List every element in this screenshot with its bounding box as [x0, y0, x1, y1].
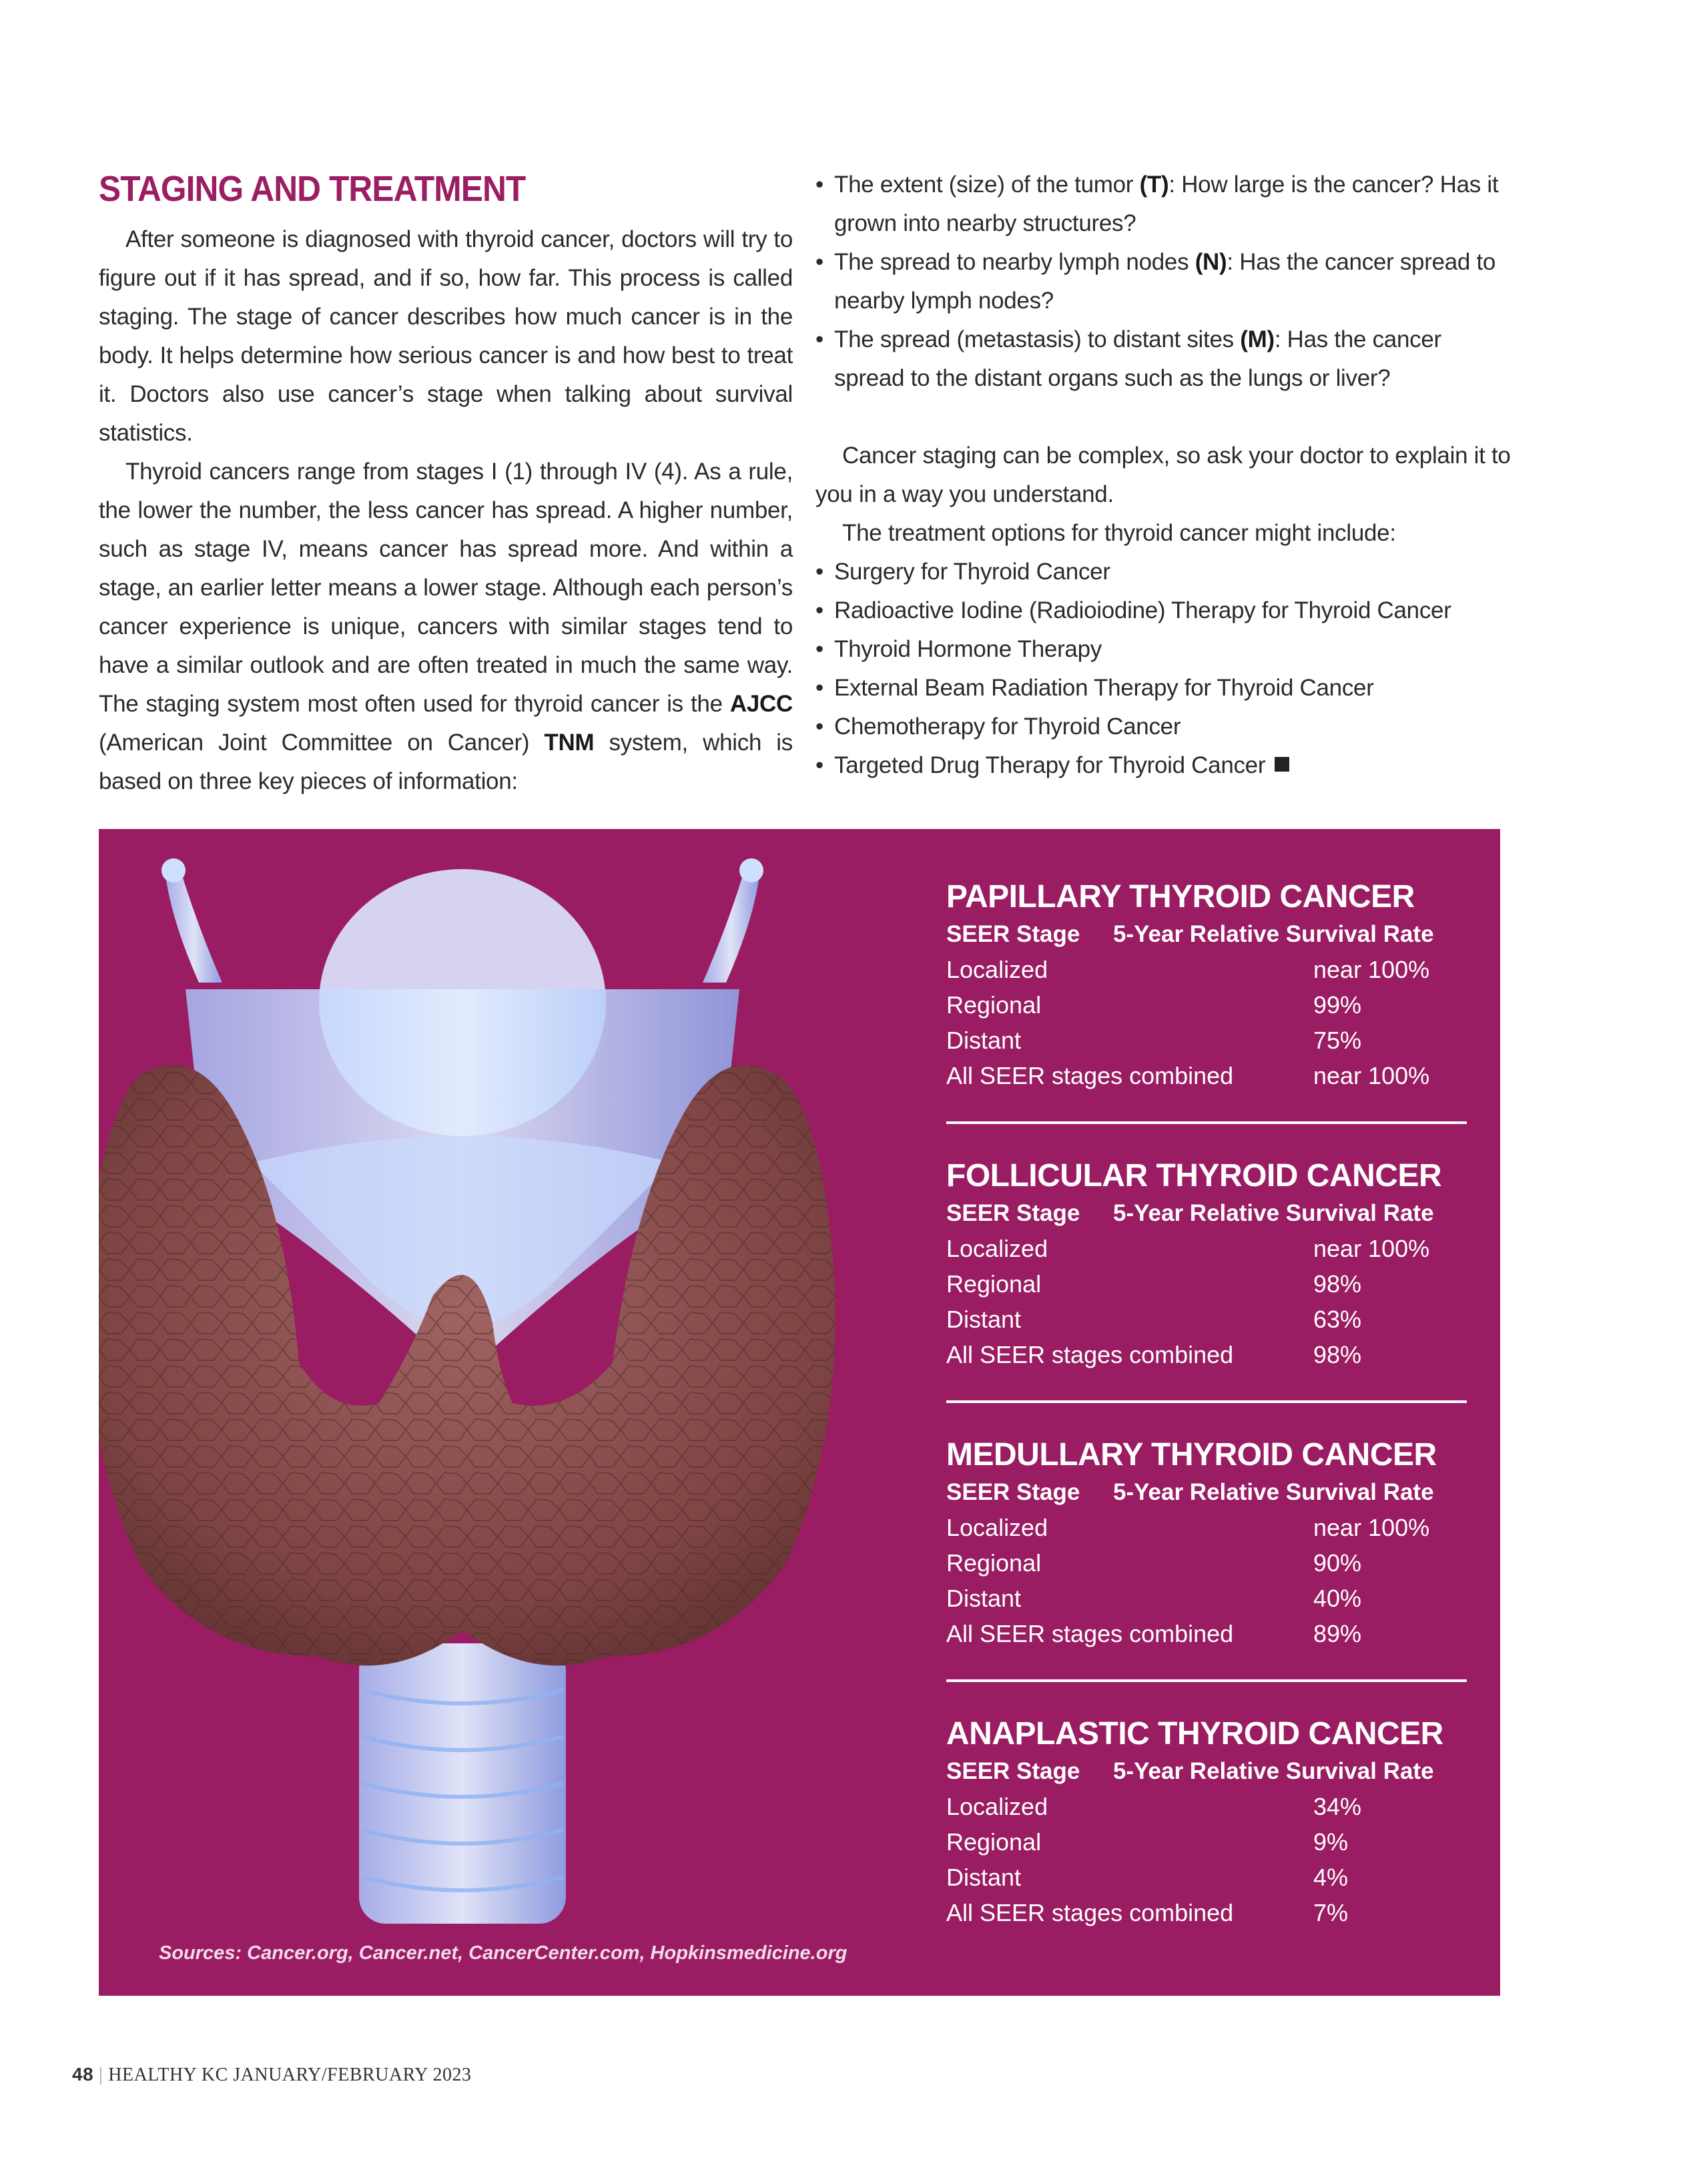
- table-header: [946, 1475, 1467, 1510]
- divider: [946, 1679, 1467, 1682]
- cell-rate: near 100%: [1313, 1514, 1430, 1541]
- p2-text-b: (American Joint Committee on Cancer): [99, 730, 545, 756]
- header-rate: 5-Year Relative Survival Rate: [1113, 1758, 1434, 1784]
- divider: [946, 1400, 1467, 1403]
- list-item: [815, 669, 1516, 708]
- cell-rate: 75%: [1313, 1027, 1362, 1054]
- cell-rate: 34%: [1313, 1793, 1362, 1820]
- list-item: [815, 166, 1516, 243]
- table-row: [946, 952, 1467, 987]
- cell-stage: Localized: [946, 956, 1048, 983]
- footer-divider: |: [99, 2065, 103, 2085]
- header-rate: 5-Year Relative Survival Rate: [1113, 1200, 1434, 1226]
- cell-stage: All SEER stages combined: [946, 1062, 1234, 1089]
- cell-rate: near 100%: [1313, 1062, 1430, 1089]
- cell-rate: 63%: [1313, 1306, 1362, 1333]
- cell-rate: near 100%: [1313, 1235, 1430, 1262]
- treatment-text: Targeted Drug Therapy for Thyroid Cancer: [834, 752, 1266, 778]
- cell-stage: Regional: [946, 991, 1042, 1019]
- cell-stage: Localized: [946, 1793, 1048, 1820]
- table-row: [946, 1023, 1467, 1058]
- cell-rate: 4%: [1313, 1864, 1349, 1891]
- list-item: [815, 320, 1516, 398]
- cell-rate: near 100%: [1313, 956, 1430, 983]
- table-row: [946, 1545, 1467, 1581]
- cell-rate: 90%: [1313, 1549, 1362, 1577]
- page-number: 48: [72, 2064, 94, 2085]
- bullet-text: The spread to nearby lymph nodes: [834, 249, 1195, 275]
- list-item: [815, 746, 1516, 785]
- header-rate: 5-Year Relative Survival Rate: [1113, 1479, 1434, 1505]
- cell-stage: Distant: [946, 1306, 1022, 1333]
- table-header: [946, 917, 1467, 952]
- cell-rate: 7%: [1313, 1899, 1349, 1926]
- table-title: FOLLICULAR THYROID CANCER: [946, 1158, 1442, 1193]
- table-row: [946, 987, 1467, 1023]
- header-stage: SEER Stage: [946, 1758, 1080, 1784]
- page-footer: [72, 2064, 471, 2086]
- cell-stage: Distant: [946, 1864, 1022, 1891]
- table-row: [946, 1860, 1467, 1895]
- table-row: [946, 1231, 1467, 1266]
- tnm-term: TNM: [544, 730, 595, 756]
- treatment-list: [815, 553, 1516, 785]
- paragraph-staging-intro: After someone is diagnosed with thyroid cancer, doctors will try to figure out if it has spread, and if so, how far. This process is called staging. The stage of cancer describes how much cancer is in the body. It helps determine how serious cancer is and how best to treat it. Doctors also use cancer’s stage when talking about survival statistics.: [99, 226, 793, 446]
- header-stage: SEER Stage: [946, 1200, 1080, 1226]
- survival-tables: [946, 877, 1467, 1930]
- list-item: [815, 553, 1516, 591]
- table-row: [946, 1266, 1467, 1302]
- table-follicular: [946, 1156, 1467, 1372]
- cell-rate: 98%: [1313, 1270, 1362, 1298]
- divider: [946, 1121, 1467, 1124]
- header-stage: SEER Stage: [946, 1479, 1080, 1505]
- bullet-text: The extent (size) of the tumor: [834, 172, 1140, 198]
- table-title: MEDULLARY THYROID CANCER: [946, 1437, 1437, 1472]
- treatment-text: Surgery for Thyroid Cancer: [834, 559, 1110, 585]
- cell-rate: 40%: [1313, 1585, 1362, 1612]
- left-column: [99, 166, 793, 801]
- list-item: [815, 630, 1516, 669]
- table-row: [946, 1616, 1467, 1651]
- bullet-key: (M): [1240, 326, 1275, 352]
- list-item: [815, 243, 1516, 320]
- table-title: PAPILLARY THYROID CANCER: [946, 879, 1415, 914]
- cartilage-tip-left: [161, 858, 186, 882]
- right-column: [815, 166, 1516, 785]
- bullet-key: (T): [1139, 172, 1169, 198]
- cell-stage: Localized: [946, 1514, 1048, 1541]
- paragraph-treatment-intro: The treatment options for thyroid cancer might include:: [842, 520, 1396, 546]
- header-rate: 5-Year Relative Survival Rate: [1113, 921, 1434, 947]
- section-heading: STAGING AND TREATMENT: [99, 169, 526, 209]
- tnm-bullet-list: [815, 166, 1516, 398]
- cell-rate: 9%: [1313, 1828, 1349, 1856]
- treatment-text: Chemotherapy for Thyroid Cancer: [834, 714, 1181, 740]
- bullet-text: : How large is the cancer? Has it grown into nearby structures?: [834, 172, 1499, 236]
- list-item: [815, 708, 1516, 746]
- paragraph-ask-doctor: Cancer staging can be complex, so ask your doctor to explain it to you in a way you understand.: [815, 443, 1511, 507]
- table-row: [946, 1824, 1467, 1860]
- table-header: [946, 1196, 1467, 1231]
- cartilage-horn-right: [703, 876, 759, 983]
- table-row: [946, 1789, 1467, 1824]
- bullet-text: : Has the cancer spread to nearby lymph nodes?: [834, 249, 1496, 314]
- cell-rate: 98%: [1313, 1341, 1362, 1368]
- cell-rate: 99%: [1313, 991, 1362, 1019]
- publication-name: HEALTHY KC JANUARY/FEBRUARY 2023: [108, 2065, 472, 2085]
- paragraph-stage-ranges: [99, 453, 793, 801]
- bullet-key: (N): [1195, 249, 1227, 275]
- p2-text-a: Thyroid cancers range from stages I (1) through IV (4). As a rule, the lower the number, the less cancer has spread. A higher number, such as stage IV, means cancer has spread more. And within a stage, an earlier letter means a lower stage. Although each person’s cancer experience is unique, cancers with similar stages tend to have a similar outlook and are often treated in much the same way. The staging system most often used for thyroid cancer is the: [99, 459, 793, 717]
- table-anaplastic: [946, 1714, 1467, 1930]
- thyroid-illustration: [99, 829, 926, 1996]
- table-title: ANAPLASTIC THYROID CANCER: [946, 1716, 1443, 1751]
- cell-stage: All SEER stages combined: [946, 1899, 1234, 1926]
- table-row: [946, 1510, 1467, 1545]
- cartilage-horn-left: [165, 876, 222, 983]
- cell-rate: 89%: [1313, 1620, 1362, 1647]
- bullet-text: : Has the cancer spread to the distant organs such as the lungs or liver?: [834, 326, 1441, 391]
- treatment-text: External Beam Radiation Therapy for Thyroid Cancer: [834, 675, 1374, 701]
- table-row: [946, 1058, 1467, 1093]
- table-header: [946, 1754, 1467, 1789]
- ajcc-term: AJCC: [729, 691, 793, 717]
- survival-rate-panel: [99, 829, 1500, 1996]
- table-row: [946, 1895, 1467, 1930]
- header-stage: SEER Stage: [946, 921, 1080, 947]
- cell-stage: Regional: [946, 1828, 1042, 1856]
- cell-stage: Regional: [946, 1549, 1042, 1577]
- cell-stage: Regional: [946, 1270, 1042, 1298]
- cell-stage: All SEER stages combined: [946, 1341, 1234, 1368]
- table-row: [946, 1581, 1467, 1616]
- treatment-text: Radioactive Iodine (Radioiodine) Therapy for Thyroid Cancer: [834, 597, 1451, 623]
- treatment-text: Thyroid Hormone Therapy: [834, 636, 1102, 662]
- table-row: [946, 1337, 1467, 1372]
- cell-stage: Distant: [946, 1585, 1022, 1612]
- bullet-text: The spread (metastasis) to distant sites: [834, 326, 1241, 352]
- cell-stage: Distant: [946, 1027, 1022, 1054]
- end-mark-icon: [1275, 757, 1289, 772]
- sources-caption: Sources: Cancer.org, Cancer.net, CancerCenter.com, Hopkinsmedicine.org: [159, 1942, 848, 1964]
- table-papillary: [946, 877, 1467, 1093]
- list-item: [815, 591, 1516, 630]
- p2-text-c: system, which is based on three key pieces of information:: [99, 730, 793, 794]
- cell-stage: All SEER stages combined: [946, 1620, 1234, 1647]
- table-row: [946, 1302, 1467, 1337]
- table-medullary: [946, 1435, 1467, 1651]
- cell-stage: Localized: [946, 1235, 1048, 1262]
- cartilage-tip-right: [739, 858, 763, 882]
